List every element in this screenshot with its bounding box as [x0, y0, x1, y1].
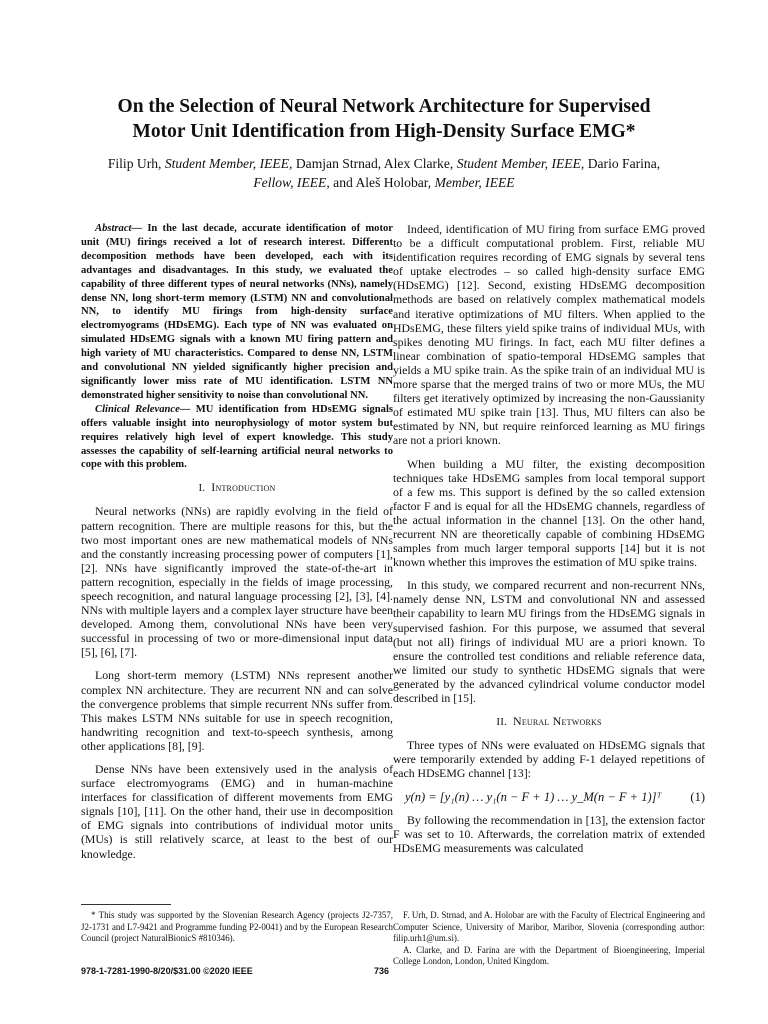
equation-1	[393, 790, 705, 804]
body-paragraph-2: When building a MU filter, the existing decomposition techniques take HDsEMG samples from local temporal support of a few ms. This support is defined by the so called extension factor F and is equal for all the HDsEMG channels, regardless of the actual information in the channel [13]. On the other hand, recurrent NN are theoretically capable of combining HDsEMG samples from much larger temporal supports [14] but it is not known whether this improves the estimation of MU spike trains.	[393, 456, 705, 570]
body-paragraph-5: By following the recommendation in [13], the extension factor F was set to 10. Afterwards, the correlation matrix of extended HDsEMG measurements was calculated	[393, 812, 705, 855]
clinical-relevance-text: MU identification from HDsEMG signals offers valuable insight into neurophysiology of motor system but requires relatively high level of expert knowledge. This study assesses the capability of self-learning artificial neural networks to cope with this problem.	[81, 403, 394, 471]
author-3-role: Student Member, IEEE,	[456, 156, 585, 171]
section-heading-introduction: I. Introduction	[198, 480, 276, 495]
equation-text: y(n) = [y₁(n) … y₁(n − F + 1) … y_M(n − F + 1)]ᵀ	[405, 790, 662, 805]
intro-paragraph-2: Long short-term memory (LSTM) NNs represent another complex NN architecture. They are recurrent NN and can solve the convergence problems that simple recurrent NNs suffer from. This makes LSTM NNs suitable for use in speech recognition, handwriting recognition and text-to-speech synthesis, among other applications [8], [9].	[81, 668, 393, 753]
left-column	[81, 222, 393, 870]
body-paragraph-1: Indeed, identification of MU firing from surface EMG proved to be a difficult computational problem. First, reliable MU identification requires recording of EMG signals by several tens of uptake electrodes – so called high-density surface EMG (HDsEMG) [12]. Second, existing HDsEMG decomposition methods are based on relatively complex mathematical models and iterative optimizations of MU filters. When applied to the HDsEMG, these filters yield spike trains of individual MUs, with spikes denoting MU firings. In fact, each MU filter defines a linear combination of spatio-temporal HDsEMG samples that yields a MU spike train. As the spike train of an individual MU is more sparse that the merged trains of two or more MUs, the MU filters get iteratively optimized by increasing the non-Gaussianity of estimated MU spike train [13]. Thus, MU filters can also be estimated by NN, but require reinforced learning as MU firings are not a priori known.	[393, 222, 705, 448]
body-paragraph-4: Three types of NNs were evaluated on HDsEMG signals that were temporarily extended by adding F-1 delayed repetitions of each HDsEMG channel [13]:	[393, 738, 705, 781]
clinical-relevance-label: Clinical Relevance—	[95, 403, 191, 415]
author-1-role: Student Member, IEEE,	[164, 156, 293, 171]
author-1: Filip Urh,	[107, 156, 162, 171]
abstract-label: Abstract—	[95, 223, 143, 234]
intro-paragraph-1: Neural networks (NNs) are rapidly evolving in the field of pattern recognition. There are multiple reasons for this, but the two most important ones are new mathematical models of NNs and the constantly increasing processing power of computers [1], [2]. NNs have significantly improved the state-of-the-art in pattern recognition, especially in the fields of image processing, speech recognition, and natural language processing [2], [3], [4]. NNs with multiple layers and a complex layer structure have been developed. Among them, convolutional NNs have been very successful in processing of two or more-dimensional input data [5], [6], [7].	[81, 504, 393, 660]
abstract	[81, 222, 393, 472]
intro-paragraph-3: Dense NNs have been extensively used in the analysis of surface electromyograms (EMG) and in human-machine interfaces for classification of different movements from EMG signals [10], [11]. On the other hand, their use in decomposition of EMG signals into contributions of individual motor units (MUs) is still relatively scarce, at least to the best of our knowledge.	[81, 762, 393, 861]
author-list	[70, 154, 698, 192]
right-column	[393, 222, 705, 864]
author-4-role: Fellow, IEEE,	[253, 175, 330, 190]
affiliation-2: A. Clarke, and D. Farina are with the Department of Bioengineering, Imperial College London, London, United Kingdom.	[393, 944, 705, 966]
title-line-1: On the Selection of Neural Network Architecture for Supervised	[117, 96, 651, 117]
title-line-2: Motor Unit Identification from High-Density Surface EMG*	[132, 121, 636, 142]
affiliation-1: F. Urh, D. Strnad, and A. Holobar are with the Faculty of Electrical Engineering and Computer Science, University of Maribor, Maribor, Slovenia (corresponding author: filip.urh1@um.si).	[393, 910, 705, 943]
footnote-affiliations	[393, 910, 705, 968]
footnote-divider	[81, 904, 171, 905]
paper-title	[60, 94, 708, 144]
isbn-copyright: 978-1-7281-1990-8/20/$31.00 ©2020 IEEE	[81, 966, 253, 976]
abstract-text: In the last decade, accurate identification of motor unit (MU) firings received a lot of research interest. Different decomposition methods have been developed, each with its advantages and disadvantages. In this study, we evaluated the capability of three different types of neural networks (NNs), namely dense NN, long short-term memory (LSTM) NN and convolutional NN, to identify MU firings from high-density surface electromyograms (HDsEMG). Each type of NN was evaluated on simulated HDsEMG signals with a known MU firing pattern and high variety of MU characteristics. Compared to dense NN, LSTM and convolutional NN yielded significantly higher precision and significantly lower miss rate of MU identification. LSTM NN demonstrated higher sensitivity to noise than convolutional NN.	[81, 223, 393, 401]
page-number: 736	[374, 966, 390, 976]
equation-number: (1)	[690, 790, 705, 805]
author-5: and Aleš Holobar,	[333, 175, 432, 190]
footnote-funding: * This study was supported by the Slovenian Research Agency (projects J2-7357, J2-1731 and L7-9421 and Programme funding P2-0041) and by the European Research Council (project NaturalBionicS #810346).	[81, 910, 393, 943]
body-paragraph-3: In this study, we compared recurrent and non-recurrent NNs, namely dense NN, LSTM and convolutional NN and assessed their capability to learn MU firings from the HDsEMG signals in supervised fashion. For this purpose, we assumed that several (but not all) firings of individual MU are a priori known. To ensure the controlled test conditions and reliable reference data, we limited our study to synthetic HDsEMG signals that were generated by the advanced cylindrical volume conductor model described in [15].	[393, 578, 705, 705]
section-heading-neural-networks: II. Neural Networks	[496, 714, 602, 729]
author-4: Dario Farina,	[587, 156, 661, 171]
author-2-3: Damjan Strnad, Alex Clarke,	[295, 156, 454, 171]
author-5-role: Member, IEEE	[434, 175, 515, 190]
